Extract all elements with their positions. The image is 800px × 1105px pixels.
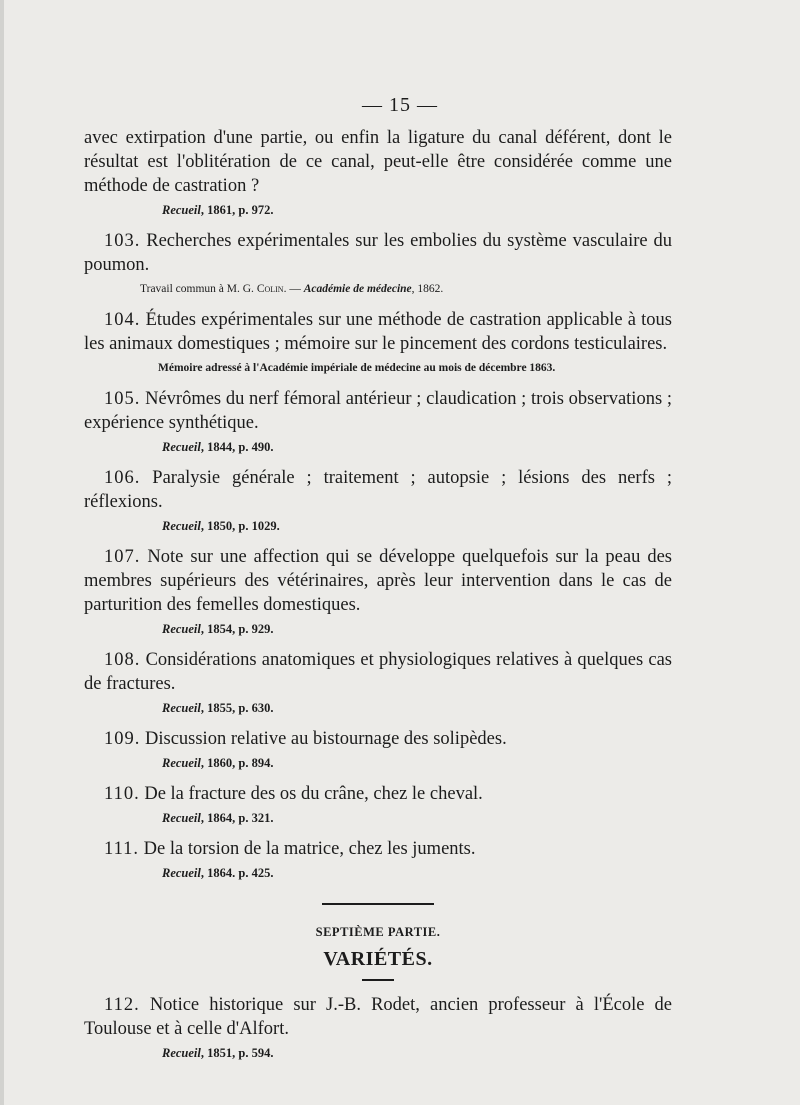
entry-108 xyxy=(84,648,672,718)
entry-number: 108. xyxy=(104,650,141,670)
citation-journal: Recueil xyxy=(162,1046,201,1060)
citation-details: , 1860, p. 894. xyxy=(200,756,274,770)
citation-journal: Recueil xyxy=(162,701,201,715)
entry-text xyxy=(84,387,672,435)
entry-number: 112. xyxy=(104,995,140,1015)
citation-details: , 1864. p. 425. xyxy=(200,866,274,880)
citation-details: , 1855, p. 630. xyxy=(200,701,274,715)
entry-title: Discussion relative au bistournage des solipèdes. xyxy=(145,729,507,749)
citation xyxy=(84,200,672,220)
title-underline xyxy=(362,979,394,981)
entry-text xyxy=(84,466,672,514)
entry-number: 111. xyxy=(104,839,140,859)
entry-110 xyxy=(84,782,672,828)
citation-journal: Recueil xyxy=(162,203,201,217)
entry-number: 104. xyxy=(104,310,141,330)
entry-number: 103. xyxy=(104,231,141,251)
entry-text xyxy=(84,648,672,696)
citation-author: Colin xyxy=(256,283,284,295)
entry-107 xyxy=(84,545,672,639)
citation-details: , 1854, p. 929. xyxy=(200,622,274,636)
citation-details: , 1864, p. 321. xyxy=(200,811,274,825)
entry-number: 110. xyxy=(104,784,140,804)
citation-venue: Académie de médecine xyxy=(303,283,412,295)
citation: Mémoire adressé à l'Académie impériale de médecine au mois de décembre 1863. xyxy=(158,362,556,374)
citation-details: , 1851, p. 594. xyxy=(200,1046,274,1060)
citation-journal: Recueil xyxy=(162,440,201,454)
entry-title: Paralysie générale ; traitement ; autopsie ; lésions des nerfs ; réflexions. xyxy=(84,468,672,512)
entry-title: De la fracture des os du crâne, chez le cheval. xyxy=(144,784,483,804)
entry-text xyxy=(84,545,672,617)
entry-title: De la torsion de la matrice, chez les juments. xyxy=(143,839,476,859)
page-number: — 15 — xyxy=(362,94,438,116)
entry-104 xyxy=(84,308,672,378)
paragraph-text: avec extirpation d'une partie, ou enfin la ligature du canal déférent, dont le résultat est l'oblitération de ce canal, peut-elle être considérée comme une méthode de castration ? xyxy=(84,128,672,196)
citation xyxy=(84,1043,672,1063)
citation xyxy=(84,516,672,536)
lead-paragraph xyxy=(84,126,672,220)
citation xyxy=(84,863,672,883)
citation-prefix: Travail commun à M. G. xyxy=(140,283,257,295)
citation-details: , 1861, p. 972. xyxy=(200,203,274,217)
citation-journal: Recueil xyxy=(162,519,201,533)
citation xyxy=(84,698,672,718)
citation-journal: Recueil xyxy=(162,866,201,880)
entry-number: 107. xyxy=(104,547,141,567)
entry-number: 109. xyxy=(104,729,141,749)
section-label: SEPTIÈME PARTIE. xyxy=(315,925,441,939)
entry-title: Considérations anatomiques et physiologiques relatives à quelques cas de fractures. xyxy=(84,650,672,694)
entry-text xyxy=(84,782,672,806)
entry-title: Études expérimentales sur une méthode de castration applicable à tous les animaux domestiques ; mémoire sur le pincement des cordons testiculaires. xyxy=(84,310,672,354)
page-edge-shadow xyxy=(0,0,4,1105)
entry-title: Recherches expérimentales sur les embolies du système vasculaire du poumon. xyxy=(84,231,672,275)
entry-106 xyxy=(84,466,672,536)
citation-year: , 1862. xyxy=(411,283,444,295)
entry-text xyxy=(84,993,672,1041)
citation-details: , 1850, p. 1029. xyxy=(200,519,280,533)
entry-103 xyxy=(84,229,672,299)
citation-details: , 1844, p. 490. xyxy=(200,440,274,454)
entry-title: Note sur une affection qui se développe quelquefois sur la peau des membres supérieurs des vétérinaires, après leur intervention dans le cas de parturition des femelles domestiques. xyxy=(84,547,672,615)
entry-111 xyxy=(84,837,672,883)
citation-journal: Recueil xyxy=(162,756,201,770)
citation xyxy=(84,753,672,773)
citation xyxy=(84,619,672,639)
entry-text xyxy=(84,229,672,277)
citation-separator: . — xyxy=(283,283,304,295)
section-title: VARIÉTÉS. xyxy=(323,948,433,970)
citation-journal: Recueil xyxy=(162,811,201,825)
citation-journal: Recueil xyxy=(162,622,201,636)
entry-title: Notice historique sur J.-B. Rodet, ancien professeur à l'École de Toulouse et à celle d'Alfort. xyxy=(84,995,673,1039)
entry-105 xyxy=(84,387,672,457)
entry-112 xyxy=(84,993,672,1063)
entry-title: Névrômes du nerf fémoral antérieur ; claudication ; trois observations ; expérience synthétique. xyxy=(84,389,672,433)
section-divider xyxy=(322,903,434,905)
entry-text xyxy=(84,837,672,861)
entry-number: 105. xyxy=(104,389,141,409)
page-body xyxy=(84,126,672,1072)
citation xyxy=(84,808,672,828)
entry-109 xyxy=(84,727,672,773)
entry-text xyxy=(84,308,672,356)
citation xyxy=(84,279,672,299)
entry-number: 106. xyxy=(104,468,141,488)
entry-text xyxy=(84,727,672,751)
citation xyxy=(84,437,672,457)
